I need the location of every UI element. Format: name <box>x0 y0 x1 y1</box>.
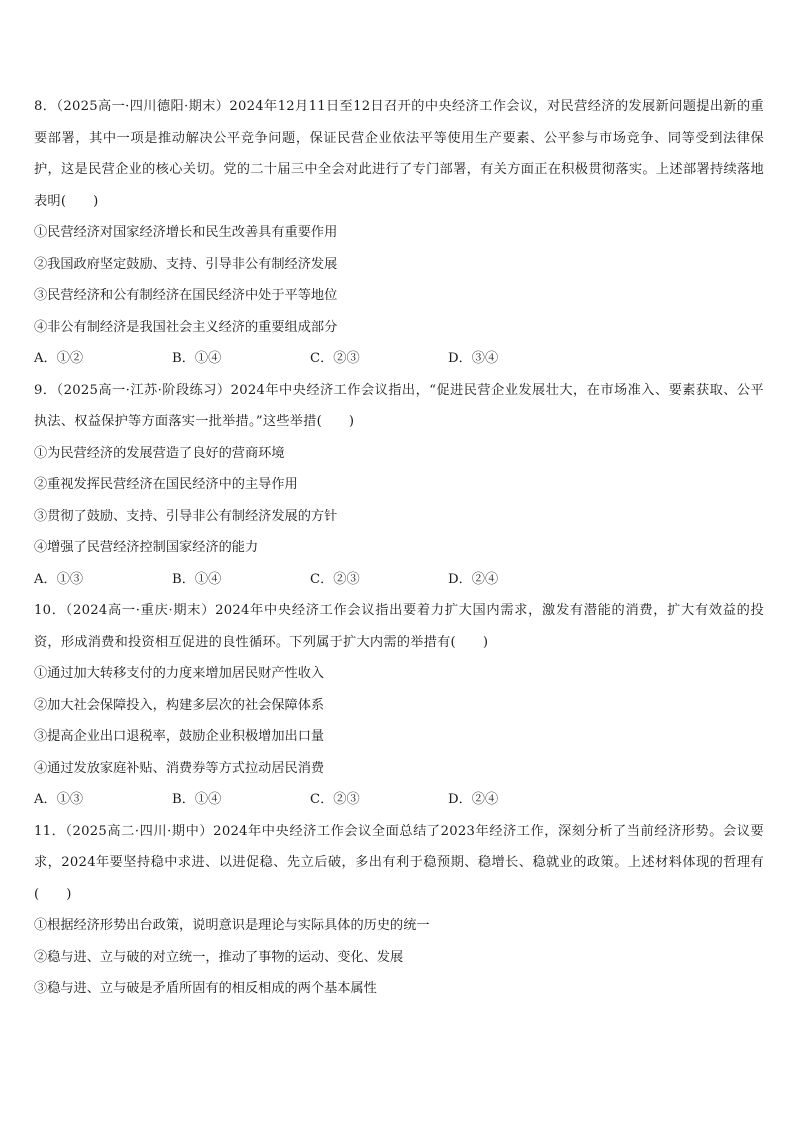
answer-choice-d: D．②④ <box>448 792 499 807</box>
option-statement: ②我国政府坚定鼓励、支持、引导非公有制经济发展 <box>34 256 338 272</box>
answer-choice-d: D．③④ <box>448 351 499 366</box>
answer-choice-a: A．①③ <box>34 792 84 807</box>
option-statement: ②稳与进、立与破的对立统一，推动了事物的运动、变化、发展 <box>34 949 404 965</box>
option-statement: ④非公有制经济是我国社会主义经济的重要组成部分 <box>34 319 338 335</box>
option-statement: ①通过加大转移支付的力度来增加居民财产性收入 <box>34 666 325 681</box>
option-statement: ②重视发挥民营经济在国民经济中的主导作用 <box>34 477 298 492</box>
answer-choices <box>34 784 764 816</box>
question-stem: 9．（2025高一·江苏·阶段练习）2024年中央经济工作会议指出，“促进民营企业发展壮大，在市场准入、要素获取、公平执法、权益保护等方面落实一批举措。”这些举措( ) <box>34 382 764 429</box>
answer-choice-c: C．②③ <box>310 792 360 807</box>
answer-choice-c: C．②③ <box>310 571 360 587</box>
option-statement: ①民营经济对国家经济增长和民生改善具有重要作用 <box>34 225 338 240</box>
option-statement: ③稳与进、立与破是矛盾所固有的相反相成的两个基本属性 <box>34 981 377 996</box>
option-statement: ③贯彻了鼓励、支持、引导非公有制经济发展的方针 <box>34 508 338 524</box>
option-statement: ③提高企业出口退税率，鼓励企业积极增加出口量 <box>34 729 325 744</box>
answer-choice-b: B．①④ <box>172 351 222 366</box>
question-8 <box>34 91 764 375</box>
option-statement: ④增强了民营经济控制国家经济的能力 <box>34 540 259 555</box>
answer-choice-a: A．①③ <box>34 571 84 587</box>
question-stem: 8．（2025高一·四川德阳·期末）2024年12月11日至12日召开的中央经济工作会议，对民营经济的发展新问题提出新的重要部署，其中一项是推动解决公平竞争问题，保证民营企业依法平等使用生产要素、公平参与市场竞争、同等受到法律保护，这是民营企业的核心关切。党的二十届三中全会对此进行了专门部署，有关方面正在积极贯彻落实。上述部署持续落地表明( ) <box>34 99 764 209</box>
option-statement: ③民营经济和公有制经济在国民经济中处于平等地位 <box>34 288 338 303</box>
answer-choices <box>34 343 764 375</box>
question-10 <box>34 595 764 816</box>
question-stem: 10．（2024高一·重庆·期末）2024年中央经济工作会议指出要着力扩大国内需求，激发有潜能的消费，扩大有效益的投资，形成消费和投资相互促进的良性循环。下列属于扩大内需的举措有( ) <box>34 603 764 650</box>
question-11 <box>34 816 764 1005</box>
answer-choice-c: C．②③ <box>310 351 360 366</box>
answer-choices <box>34 564 764 596</box>
answer-choice-b: B．①④ <box>172 571 222 587</box>
question-list <box>34 91 764 1005</box>
option-statement: ①根据经济形势出台政策，说明意识是理论与实际具体的历史的统一 <box>34 918 430 933</box>
answer-choice-a: A．①② <box>34 351 84 366</box>
question-stem: 11．（2025高二·四川·期中）2024年中央经济工作会议全面总结了2023年经济工作，深刻分析了当前经济形势。会议要求，2024年要坚持稳中求进、以进促稳、先立后破，多出有利于稳预期、稳增长、稳就业的政策。上述材料体现的哲理有( ) <box>34 823 764 902</box>
answer-choice-b: B．①④ <box>172 792 222 807</box>
option-statement: ④通过发放家庭补贴、消费券等方式拉动居民消费 <box>34 760 325 776</box>
option-statement: ①为民营经济的发展营造了良好的营商环境 <box>34 445 285 461</box>
option-statement: ②加大社会保障投入，构建多层次的社会保障体系 <box>34 697 325 713</box>
answer-choice-d: D．②④ <box>448 571 499 587</box>
question-9 <box>34 375 764 596</box>
